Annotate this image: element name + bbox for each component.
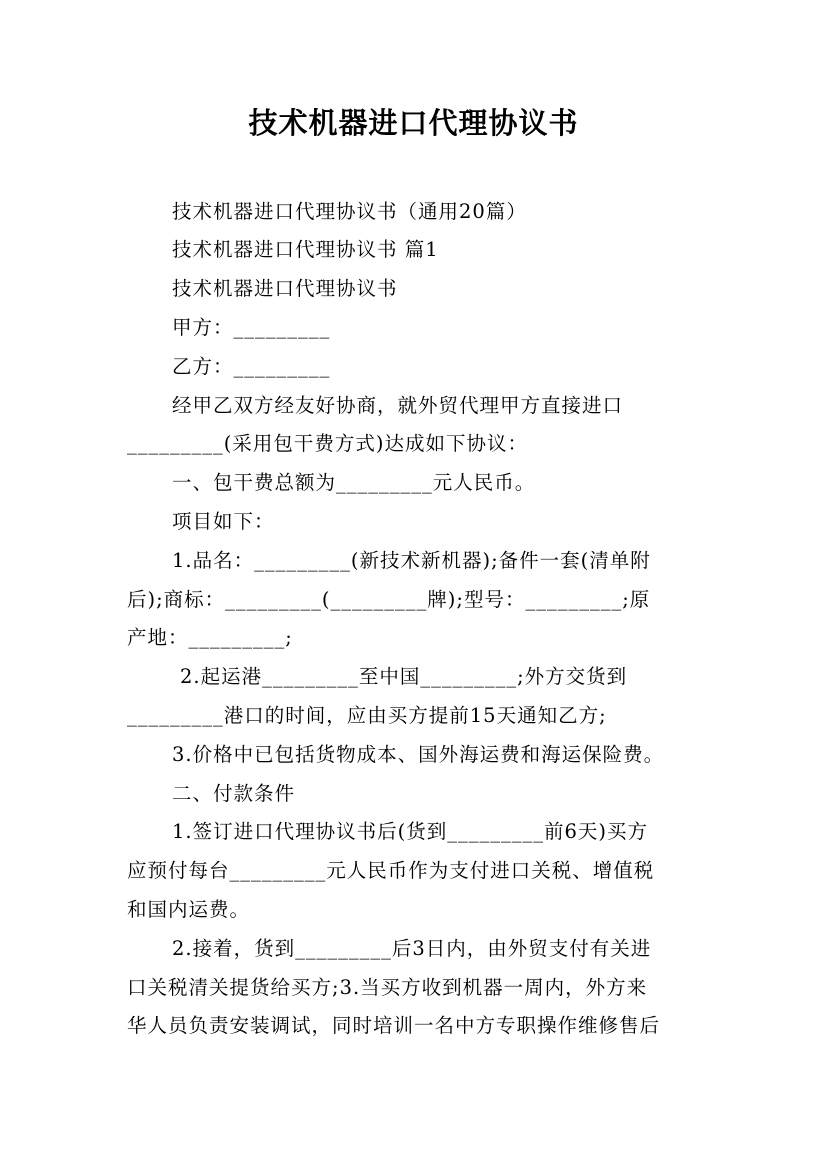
section-heading: 技术机器进口代理协议书 篇1 <box>172 238 439 261</box>
paragraph-line: 2.接着，货到_________后3日内，由外贸支付有关进 <box>172 937 652 960</box>
party-a-line: 甲方：_________ <box>172 316 331 339</box>
paragraph-line: 2.起运港_________至中国_________;外方交货到 <box>180 665 628 688</box>
paragraph-line: 应预付每台_________元人民币作为支付进口关税、增值税 <box>127 859 655 882</box>
paragraph-line: 后);商标：_________(_________牌);型号：_________;原 <box>127 588 651 611</box>
party-b-line: 乙方：_________ <box>172 355 331 378</box>
paragraph-line: 1.签订进口代理协议书后(货到_________前6天)买方 <box>172 820 648 843</box>
paragraph-line: 3.价格中已包括货物成本、国外海运费和海运保险费。 <box>172 743 665 766</box>
paragraph-line: 和国内运费。 <box>127 898 251 921</box>
subtitle-line: 技术机器进口代理协议书（通用20篇） <box>172 200 527 223</box>
paragraph-line: 经甲乙双方经友好协商，就外贸代理甲方直接进口 <box>172 394 624 417</box>
paragraph-line: 项目如下： <box>172 510 275 533</box>
page-title: 技术机器进口代理协议书 <box>248 106 579 140</box>
agreement-heading: 技术机器进口代理协议书 <box>172 277 398 300</box>
paragraph-line: _________港口的时间，应由买方提前15天通知乙方; <box>127 704 607 727</box>
paragraph-line: 一、包干费总额为_________元人民币。 <box>172 471 536 494</box>
paragraph-line: 1.品名：_________(新技术新机器);备件一套(清单附 <box>172 549 651 572</box>
section-heading: 二、付款条件 <box>172 782 296 805</box>
paragraph-line: _________(采用包干费方式)达成如下协议： <box>127 432 528 455</box>
paragraph-line: 华人员负责安装调试，同时培训一名中方专职操作维修售后 <box>127 1014 661 1037</box>
paragraph-line: 口关税清关提货给买方;3.当买方收到机器一周内，外方来 <box>127 976 648 999</box>
paragraph-line: 产地：_________; <box>127 626 293 649</box>
